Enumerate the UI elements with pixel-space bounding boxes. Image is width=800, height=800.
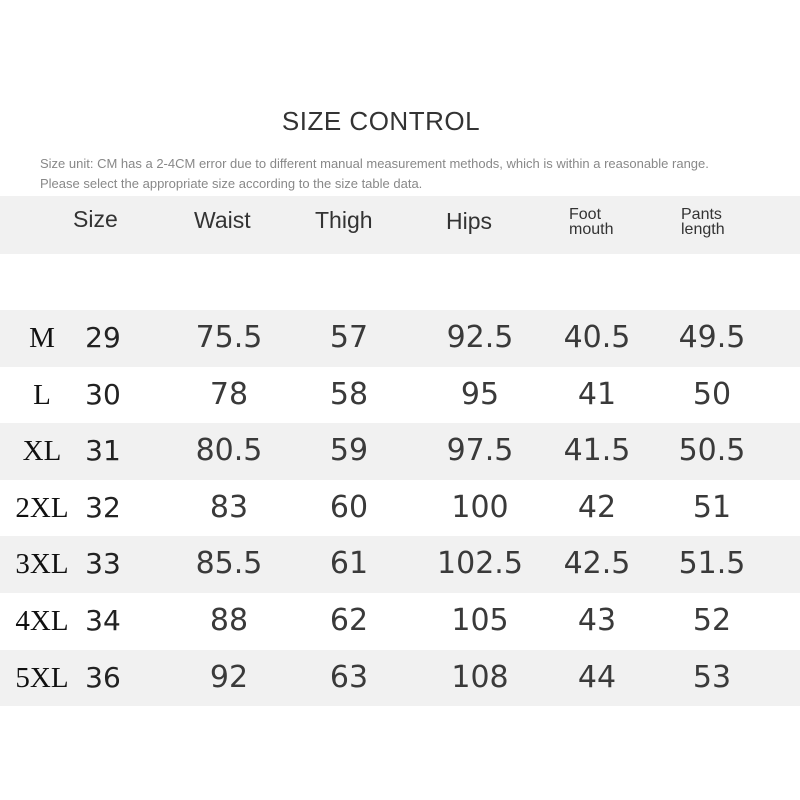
size-label: 5XL bbox=[15, 661, 69, 694]
waist-value: 75.5 bbox=[195, 320, 263, 355]
thigh-value: 60 bbox=[329, 489, 369, 525]
pants-length-value: 50 bbox=[692, 376, 732, 412]
hips-value: 108 bbox=[451, 659, 509, 695]
size-number: 31 bbox=[85, 434, 121, 468]
size-number: 29 bbox=[85, 321, 121, 354]
pants-length-value: 51 bbox=[692, 489, 732, 525]
hips-value: 105 bbox=[451, 602, 509, 638]
waist-value: 88 bbox=[209, 602, 249, 638]
header-pants-length bbox=[681, 207, 761, 237]
size-label: XL bbox=[22, 435, 62, 468]
thigh-value: 57 bbox=[329, 320, 369, 355]
hips-value: 100 bbox=[451, 489, 509, 525]
waist-value: 85.5 bbox=[195, 546, 263, 582]
foot-mouth-value: 42.5 bbox=[563, 546, 631, 582]
table-header bbox=[0, 196, 800, 254]
table-row bbox=[0, 650, 800, 707]
waist-value: 80.5 bbox=[195, 433, 263, 469]
foot-mouth-value: 41.5 bbox=[563, 433, 631, 469]
header-thigh: Thigh bbox=[315, 207, 373, 233]
foot-mouth-value: 40.5 bbox=[563, 320, 631, 355]
size-note: Please select the appropriate size according to the size table data. bbox=[40, 176, 423, 191]
size-number: 34 bbox=[85, 603, 121, 637]
table-row bbox=[0, 423, 800, 480]
header-waist: Waist bbox=[194, 207, 251, 233]
header-foot-mouth-line1: Foot bbox=[569, 206, 602, 223]
waist-value: 92 bbox=[209, 659, 249, 695]
table-row bbox=[0, 480, 800, 537]
page-title: SIZE CONTROL bbox=[281, 106, 481, 136]
size-number: 30 bbox=[85, 377, 121, 411]
size-label: 2XL bbox=[15, 491, 69, 524]
header-pants-length-line1: Pants bbox=[681, 206, 722, 223]
pants-length-value: 51.5 bbox=[678, 546, 746, 582]
hips-value: 102.5 bbox=[437, 546, 523, 582]
pants-length-value: 53 bbox=[692, 659, 732, 695]
thigh-value: 61 bbox=[329, 546, 369, 582]
size-label: 4XL bbox=[15, 604, 69, 637]
thigh-value: 58 bbox=[329, 376, 369, 412]
header-hips: Hips bbox=[446, 208, 493, 234]
hips-value: 92.5 bbox=[446, 320, 514, 355]
waist-value: 83 bbox=[209, 489, 249, 525]
hips-value: 97.5 bbox=[446, 433, 514, 469]
waist-value: 78 bbox=[209, 376, 249, 412]
pants-length-value: 52 bbox=[692, 602, 732, 638]
foot-mouth-value: 42 bbox=[577, 489, 617, 525]
thigh-value: 59 bbox=[329, 433, 369, 469]
size-number: 32 bbox=[85, 490, 121, 524]
header-pants-length-line2: length bbox=[681, 221, 725, 238]
header-foot-mouth bbox=[569, 207, 649, 237]
header-size: Size bbox=[73, 206, 118, 232]
table-row bbox=[0, 367, 800, 424]
size-label: 3XL bbox=[15, 548, 69, 581]
size-label: M bbox=[29, 322, 55, 354]
thigh-value: 62 bbox=[329, 602, 369, 638]
header-foot-mouth-line2: mouth bbox=[569, 221, 614, 238]
size-number: 36 bbox=[85, 660, 121, 694]
hips-value: 95 bbox=[460, 376, 500, 412]
size-table-body bbox=[0, 310, 800, 706]
foot-mouth-value: 43 bbox=[577, 602, 617, 638]
pants-length-value: 50.5 bbox=[678, 433, 746, 469]
thigh-value: 63 bbox=[329, 659, 369, 695]
table-row bbox=[0, 310, 800, 367]
table-row bbox=[0, 593, 800, 650]
size-number: 33 bbox=[85, 547, 121, 581]
size-note: Size unit: CM has a 2-4CM error due to different manual measurement methods, which is within a reasonable range. bbox=[40, 156, 709, 171]
foot-mouth-value: 44 bbox=[577, 659, 617, 695]
table-row bbox=[0, 536, 800, 593]
size-label: L bbox=[33, 378, 51, 411]
foot-mouth-value: 41 bbox=[577, 376, 617, 412]
pants-length-value: 49.5 bbox=[678, 320, 746, 355]
